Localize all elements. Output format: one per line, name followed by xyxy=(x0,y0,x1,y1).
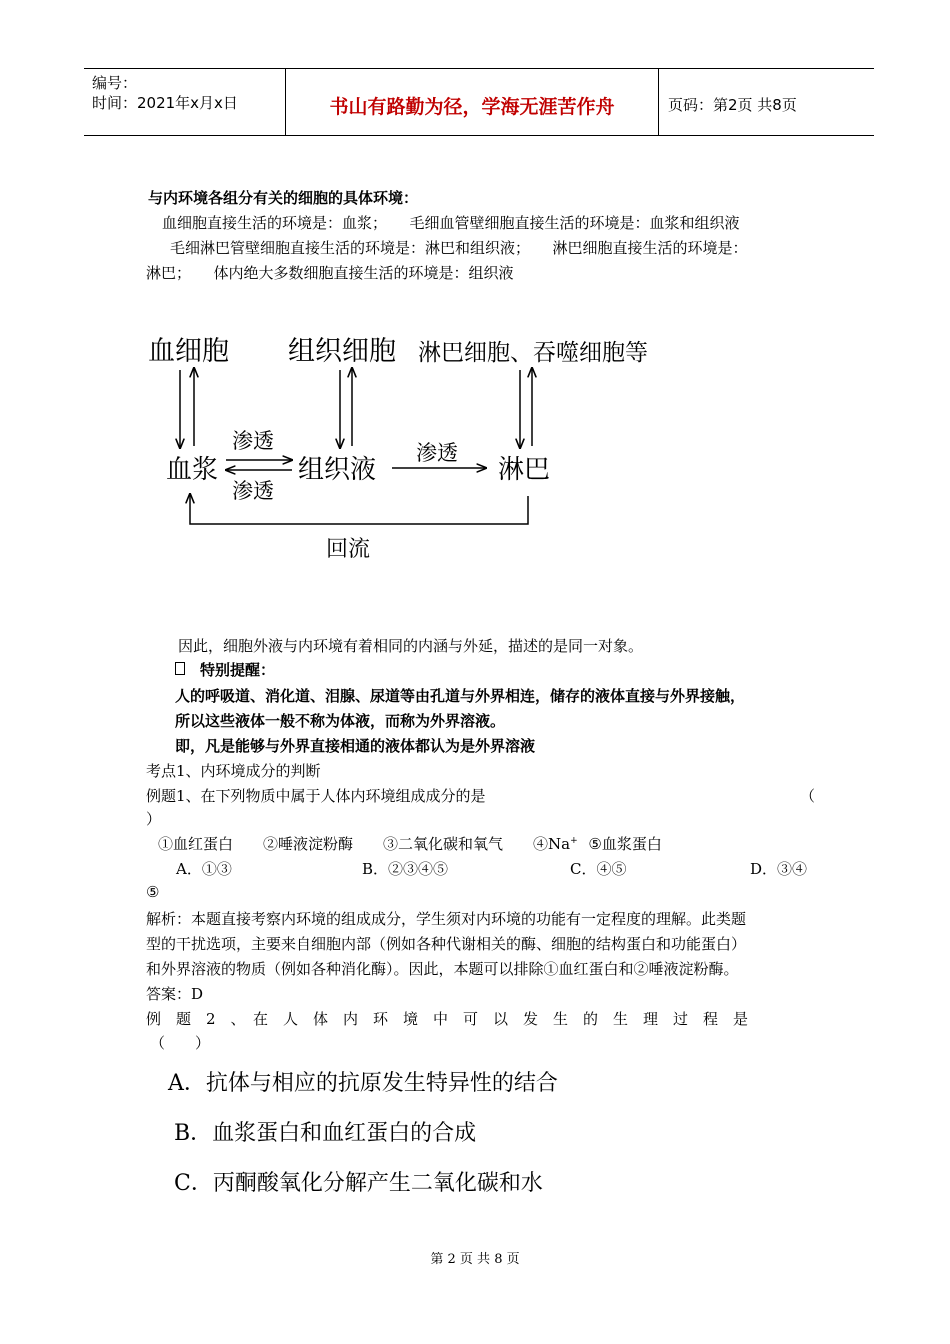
header-bottom-rule xyxy=(84,135,874,136)
section-line-3: 淋巴； 体内绝大多数细胞直接生活的环境是：组织液 xyxy=(146,264,514,282)
diagram-label-lymph-cells: 淋巴细胞、吞噬细胞等 xyxy=(418,340,648,366)
diagram-label-lymph: 淋巴 xyxy=(498,455,551,485)
header-top-rule xyxy=(84,68,874,69)
motto: 书山有路勤为径，学海无涯苦作舟 xyxy=(329,96,615,118)
header-page-info: 页码：第2页 共8页 xyxy=(668,96,797,114)
diagram-label-tissue-cell: 组织细胞 xyxy=(288,336,396,367)
example1-option-c: C．④⑤ xyxy=(570,860,627,878)
kaodian-heading: 考点1、内环境成分的判断 xyxy=(146,762,321,780)
example1-option-d: D．③④ xyxy=(750,860,808,878)
diagram-label-tissue-fluid: 组织液 xyxy=(298,455,377,485)
reminder-line-3: 即，凡是能够与外界直接相通的液体都认为是外界溶液 xyxy=(175,737,536,755)
diagram-label-osmosis-top: 渗透 xyxy=(232,429,274,453)
example1-items xyxy=(158,833,662,854)
bullet-square-icon xyxy=(175,662,185,675)
analysis-line-2: 型的干扰选项，主要来自细胞内部（例如各种代谢相关的酶、细胞的结构蛋白和功能蛋白） xyxy=(146,935,747,953)
time-label: 时间：2021年x月x日 xyxy=(92,94,238,112)
section-line-1: 血细胞直接生活的环境是：血浆； 毛细血管壁细胞直接生活的环境是：血浆和组织液 xyxy=(162,214,740,232)
reminder-line-1: 人的呼吸道、消化道、泪腺、尿道等由孔道与外界相连，储存的液体直接与外界接触， xyxy=(175,687,746,705)
conclusion-text: 因此，细胞外液与内环境有着相同的内涵与外延，描述的是同一对象。 xyxy=(178,637,644,655)
analysis-line-1: 解析：本题直接考察内环境的组成成分，学生须对内环境的功能有一定程度的理解。此类题 xyxy=(146,910,747,928)
example1-option-a: A．①③ xyxy=(176,860,232,878)
number-label: 编号： xyxy=(92,74,138,92)
answer-text: 答案：D xyxy=(146,985,204,1003)
example1-items-text: ①血红蛋白 ②唾液淀粉酶 ③二氧化碳和氧气 ④Na xyxy=(158,835,571,853)
example2-option-b: B．血浆蛋白和血红蛋白的合成 xyxy=(174,1121,477,1146)
example2-option-a: A．抗体与相应的抗原发生特异性的结合 xyxy=(168,1071,558,1096)
example1-option-d-tail: ⑤ xyxy=(146,883,160,901)
diagram-label-plasma: 血浆 xyxy=(166,455,219,485)
example2-option-c: C．丙酮酸氧化分解产生二氧化碳和水 xyxy=(174,1171,543,1196)
example1-question: 例题1、在下列物质中属于人体内环境组成成分的是 xyxy=(146,787,486,805)
header-divider-right xyxy=(658,68,659,136)
page-footer: 第 2 页 共 8 页 xyxy=(430,1252,520,1267)
diagram-label-osmosis-bottom: 渗透 xyxy=(232,479,274,503)
section-line-2: 毛细淋巴管壁细胞直接生活的环境是：淋巴和组织液； 淋巴细胞直接生活的环境是： xyxy=(170,239,748,257)
example1-paren-open: （ xyxy=(800,787,816,805)
diagram-label-blood-cell: 血细胞 xyxy=(148,336,229,367)
reminder-line-2: 所以这些液体一般不称为体液，而称为外界溶液。 xyxy=(175,712,506,730)
analysis-line-3: 和外界溶液的物质（例如各种消化酶）。因此，本题可以排除①血红蛋白和②唾液淀粉酶。 xyxy=(146,960,739,978)
diagram-label-osmosis-right: 渗透 xyxy=(416,441,458,465)
example1-sup: + xyxy=(570,836,578,846)
example2-paren: （ ） xyxy=(150,1034,211,1052)
diagram-label-return-flow: 回流 xyxy=(326,537,371,562)
example1-paren-close: ） xyxy=(146,810,162,828)
example1-option-b: B．②③④⑤ xyxy=(362,860,449,878)
section-heading: 与内环境各组分有关的细胞的具体环境： xyxy=(148,189,419,207)
body-fluid-diagram xyxy=(140,320,700,580)
example1-item5: ⑤血浆蛋白 xyxy=(588,835,662,853)
example2-question: 例 题 2 、 在 人 体 内 环 境 中 可 以 发 生 的 生 理 过 程 是 xyxy=(146,1010,749,1028)
reminder-title: 特别提醒： xyxy=(200,661,276,679)
